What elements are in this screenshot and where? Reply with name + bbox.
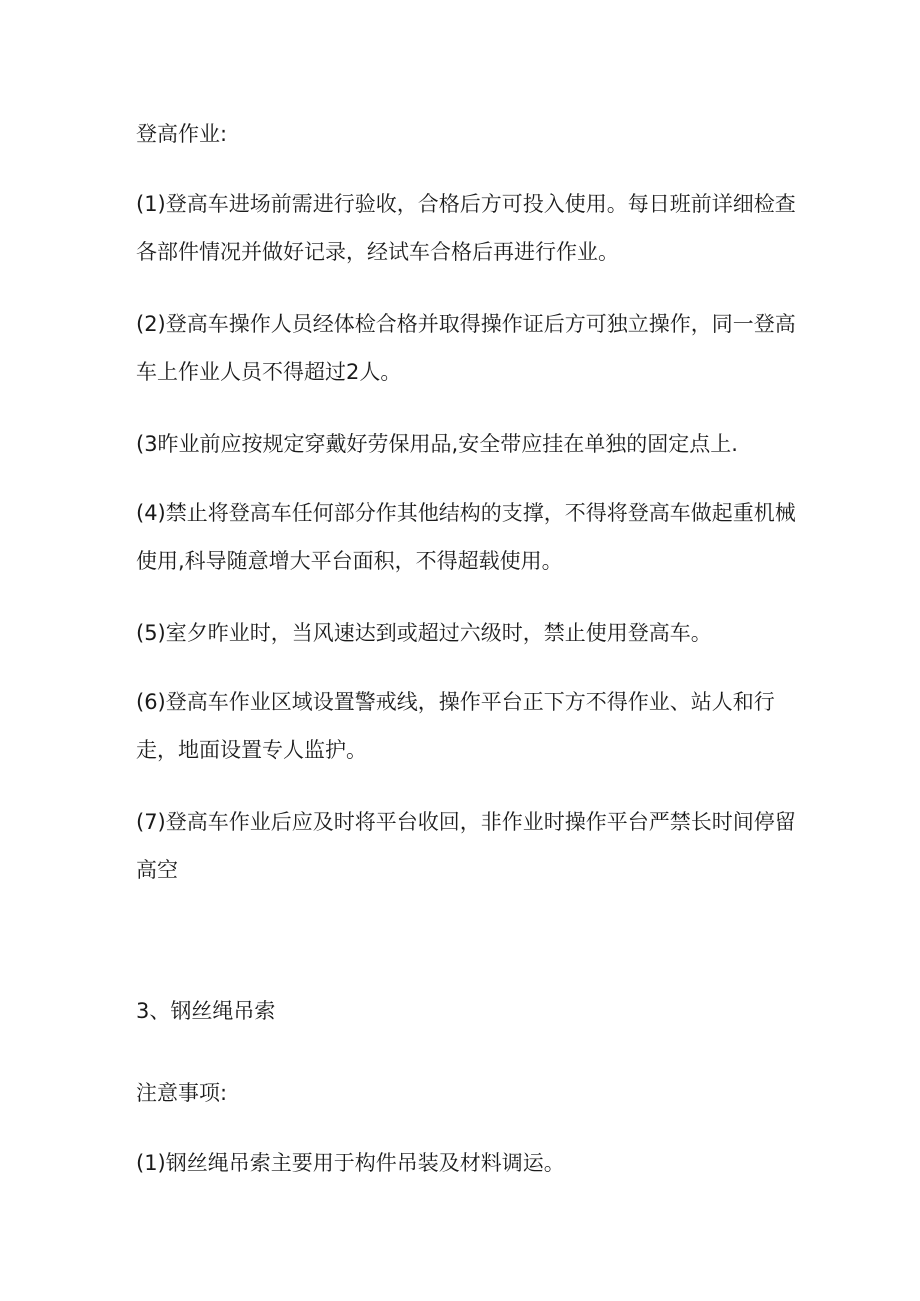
- item-4-line-1: (4)禁止将登高车任何部分作其他结构的支撑，不得将登高车做起重机械: [136, 501, 796, 525]
- section-heading: 登高作业:: [136, 122, 228, 146]
- notes-item-1-line-1: (1)钢丝绳吊索主要用于构件吊装及材料调运。: [136, 1151, 565, 1175]
- item-1-line-1: (1)登高车进场前需进行验收，合格后方可投入使用。每日班前详细检查: [136, 192, 796, 216]
- item-6-line-1: (6)登高车作业区域设置警戒线，操作平台正下方不得作业、站人和行: [136, 690, 775, 714]
- item-7-line-2: 高空: [136, 858, 178, 882]
- section-3-title: 3、钢丝绳吊索: [136, 999, 276, 1023]
- item-7-line-1: (7)登高车作业后应及时将平台收回，非作业时操作平台严禁长时间停留: [136, 810, 796, 834]
- notes-heading: 注意事项:: [136, 1081, 228, 1105]
- item-2-line-2: 车上作业人员不得超过2人。: [136, 360, 402, 384]
- item-6-line-2: 走，地面设置专人监护。: [136, 738, 367, 762]
- item-5-line-1: (5)室夕昨业时，当风速达到或超过六级时，禁止使用登高车。: [136, 621, 712, 645]
- item-2-line-1: (2)登高车操作人员经体检合格并取得操作证后方可独立操作，同一登高: [136, 312, 796, 336]
- item-3-line-1: (3昨业前应按规定穿戴好劳保用品,安全带应挂在单独的固定点上.: [136, 432, 738, 456]
- item-1-line-2: 各部件情况并做好记录，经试车合格后再进行作业。: [136, 240, 619, 264]
- item-4-line-2: 使用,科导随意增大平台面积，不得超载使用。: [136, 549, 563, 573]
